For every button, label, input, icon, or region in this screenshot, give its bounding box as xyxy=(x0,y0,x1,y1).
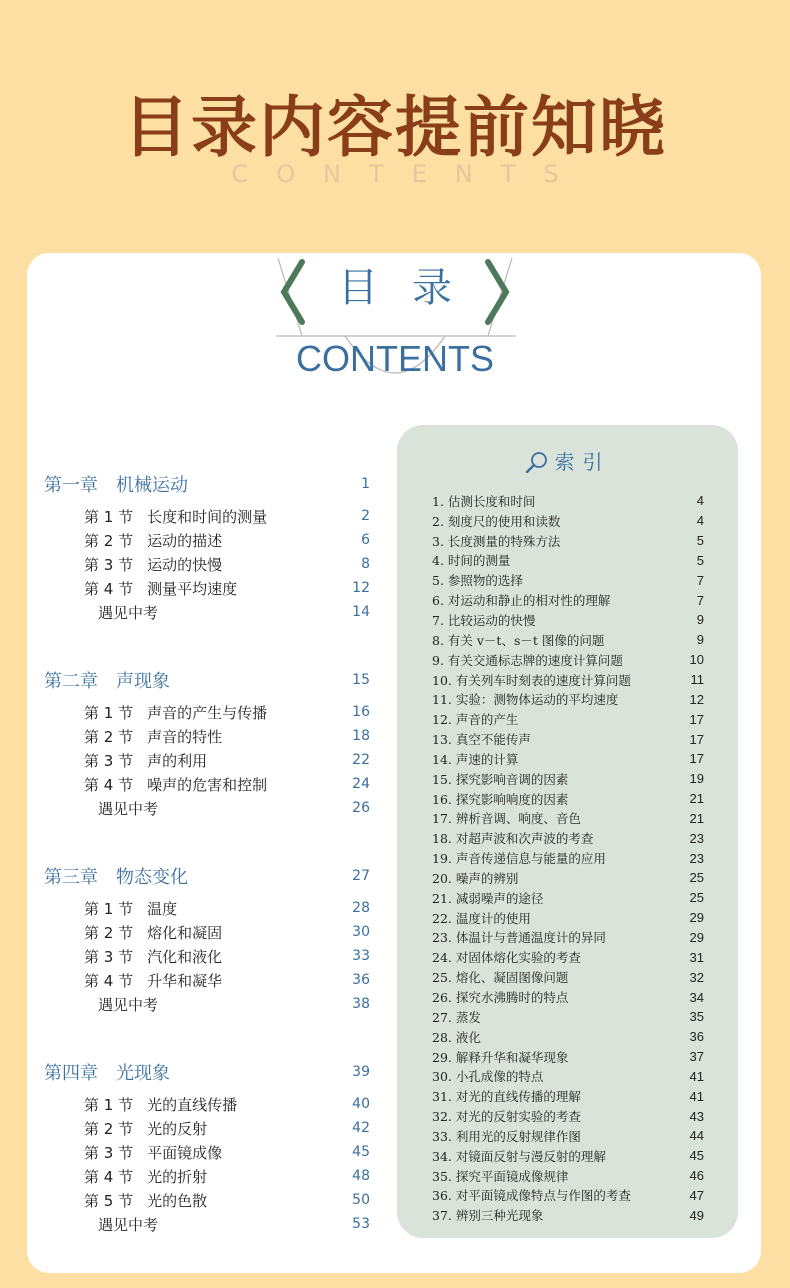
index-item-page: 29 xyxy=(689,929,704,945)
index-item[interactable] xyxy=(432,947,704,967)
section-page: 42 xyxy=(352,1120,370,1136)
section-number: 第 3 节 xyxy=(84,947,134,966)
section-number: 第 1 节 xyxy=(84,899,134,918)
index-item-label: 37. 辨别三种光现象 xyxy=(432,1208,544,1224)
index-item-label: 7. 比较运动的快慢 xyxy=(432,612,536,628)
section-title: 遇见中考 xyxy=(98,799,159,818)
chapter-page: 15 xyxy=(352,672,370,688)
section-title: 长度和时间的测量 xyxy=(147,507,268,526)
index-item-page: 5 xyxy=(696,533,704,549)
section-page: 33 xyxy=(352,948,370,964)
index-item-page: 36 xyxy=(689,1029,704,1045)
section-page: 28 xyxy=(352,900,370,916)
section-page: 36 xyxy=(352,972,370,988)
section-title: 熔化和凝固 xyxy=(147,923,223,942)
index-item-label: 33. 利用光的反射规律作图 xyxy=(432,1128,581,1144)
section-title: 声的利用 xyxy=(147,751,208,770)
index-item-page: 4 xyxy=(696,493,704,509)
index-item[interactable] xyxy=(432,1066,704,1086)
chapter-title: 第二章 声现象 xyxy=(44,671,170,692)
section-title: 光的直线传播 xyxy=(147,1095,238,1114)
index-item-page: 10 xyxy=(689,652,704,668)
section-page: 18 xyxy=(352,728,370,744)
index-item-page: 7 xyxy=(696,572,704,588)
index-item[interactable] xyxy=(432,491,704,511)
index-item-page: 45 xyxy=(689,1148,704,1164)
section-page: 12 xyxy=(352,580,370,596)
chapter-row[interactable] xyxy=(44,666,374,694)
section-row[interactable] xyxy=(44,1092,374,1116)
section-title: 声音的特性 xyxy=(147,727,223,746)
index-item-page: 11 xyxy=(690,672,704,688)
section-number: 第 5 节 xyxy=(84,1191,134,1210)
section-number: 第 1 节 xyxy=(84,507,134,526)
section-row[interactable] xyxy=(44,896,374,920)
section-row[interactable] xyxy=(44,552,374,576)
index-item-label: 31. 对光的直线传播的理解 xyxy=(432,1089,581,1105)
index-item-page: 49 xyxy=(689,1207,704,1223)
section-page: 6 xyxy=(361,532,370,548)
index-item-label: 1. 估测长度和时间 xyxy=(432,493,536,509)
index-item[interactable] xyxy=(432,1126,704,1146)
section-page: 48 xyxy=(352,1168,370,1184)
section-row[interactable] xyxy=(44,1140,374,1164)
index-item-label: 17. 辨析音调、响度、音色 xyxy=(432,811,581,827)
section-row[interactable] xyxy=(44,600,374,624)
index-item-label: 8. 有关 v－t、s－t 图像的问题 xyxy=(432,632,605,648)
index-item-label: 23. 体温计与普通温度计的异同 xyxy=(432,930,606,946)
section-number: 第 2 节 xyxy=(84,531,134,550)
index-item-label: 27. 蒸发 xyxy=(432,1009,481,1025)
index-item[interactable] xyxy=(432,749,704,769)
section-title: 遇见中考 xyxy=(98,1215,159,1234)
section-number: 第 4 节 xyxy=(84,971,134,990)
index-item[interactable] xyxy=(432,709,704,729)
index-item-label: 26. 探究水沸腾时的特点 xyxy=(432,990,569,1006)
index-item[interactable] xyxy=(432,650,704,670)
index-item-page: 46 xyxy=(689,1168,704,1184)
chapter-row[interactable] xyxy=(44,862,374,890)
chapter-title: 第四章 光现象 xyxy=(44,1063,170,1084)
section-title: 测量平均速度 xyxy=(147,579,238,598)
index-item[interactable] xyxy=(432,610,704,630)
index-item[interactable] xyxy=(432,769,704,789)
index-item[interactable] xyxy=(432,570,704,590)
index-item-page: 44 xyxy=(689,1128,704,1144)
section-number: 第 3 节 xyxy=(84,555,134,574)
section-title: 声音的产生与传播 xyxy=(147,703,268,722)
index-item[interactable] xyxy=(432,511,704,531)
chapter-row[interactable] xyxy=(44,1058,374,1086)
index-item-label: 35. 探究平面镜成像规律 xyxy=(432,1168,569,1184)
index-item-label: 3. 长度测量的特殊方法 xyxy=(432,533,561,549)
index-item-page: 41 xyxy=(689,1068,704,1084)
section-title: 温度 xyxy=(147,899,178,918)
index-item[interactable] xyxy=(432,1047,704,1067)
section-number: 第 4 节 xyxy=(84,579,134,598)
index-item-page: 23 xyxy=(689,850,704,866)
index-item-label: 16. 探究影响响度的因素 xyxy=(432,791,569,807)
magnifier-icon xyxy=(525,451,551,473)
index-item-page: 34 xyxy=(689,989,704,1005)
index-item-page: 12 xyxy=(689,691,704,707)
index-item-label: 13. 真空不能传声 xyxy=(432,732,531,748)
section-number: 第 2 节 xyxy=(84,1119,134,1138)
index-item[interactable] xyxy=(432,828,704,848)
index-item[interactable] xyxy=(432,1106,704,1126)
section-number: 第 1 节 xyxy=(84,1095,134,1114)
index-item[interactable] xyxy=(432,729,704,749)
index-item[interactable] xyxy=(432,987,704,1007)
section-row[interactable] xyxy=(44,724,374,748)
page-header-subtitle: CONTENTS xyxy=(231,160,587,188)
index-item-label: 36. 对平面镜成像特点与作图的考查 xyxy=(432,1188,631,1204)
section-row[interactable] xyxy=(44,528,374,552)
index-item-page: 4 xyxy=(696,513,704,529)
chapter-block xyxy=(44,862,374,1016)
index-item[interactable] xyxy=(432,809,704,829)
index-item[interactable] xyxy=(432,1086,704,1106)
index-item-page: 37 xyxy=(689,1049,704,1065)
index-item-page: 17 xyxy=(689,751,704,767)
section-number: 第 1 节 xyxy=(84,703,134,722)
section-row[interactable] xyxy=(44,576,374,600)
index-item[interactable] xyxy=(432,888,704,908)
index-item[interactable] xyxy=(432,630,704,650)
section-title: 平面镜成像 xyxy=(147,1143,223,1162)
section-title: 汽化和液化 xyxy=(147,947,223,966)
section-row[interactable] xyxy=(44,968,374,992)
index-item-page: 25 xyxy=(689,870,704,886)
index-list xyxy=(432,491,704,1225)
index-item-label: 34. 对镜面反射与漫反射的理解 xyxy=(432,1148,606,1164)
section-title: 光的色散 xyxy=(147,1191,208,1210)
chapter-title: 第一章 机械运动 xyxy=(44,475,188,496)
index-item[interactable] xyxy=(432,868,704,888)
page-header-title: 目录内容提前知晓 xyxy=(123,89,667,166)
index-item-page: 41 xyxy=(689,1088,704,1104)
index-item[interactable] xyxy=(432,551,704,571)
index-item[interactable] xyxy=(432,848,704,868)
index-item-page: 25 xyxy=(689,890,704,906)
section-page: 53 xyxy=(352,1216,370,1232)
section-row[interactable] xyxy=(44,944,374,968)
index-item-page: 21 xyxy=(689,810,704,826)
index-item-label: 12. 声音的产生 xyxy=(432,712,519,728)
section-page: 22 xyxy=(352,752,370,768)
section-row[interactable] xyxy=(44,1164,374,1188)
index-item[interactable] xyxy=(432,1166,704,1186)
section-title: 噪声的危害和控制 xyxy=(147,775,268,794)
section-page: 26 xyxy=(352,800,370,816)
chapter-block xyxy=(44,1058,374,1236)
chapter-page: 27 xyxy=(352,868,370,884)
toc-contents-label: CONTENTS xyxy=(296,338,494,379)
index-item-label: 14. 声速的计算 xyxy=(432,751,519,767)
section-page: 30 xyxy=(352,924,370,940)
section-title: 遇见中考 xyxy=(98,603,159,622)
section-number: 第 3 节 xyxy=(84,751,134,770)
index-item[interactable] xyxy=(432,1186,704,1206)
section-number: 第 4 节 xyxy=(84,775,134,794)
toc-title: 目录 xyxy=(338,265,486,311)
index-item-label: 21. 减弱噪声的途径 xyxy=(432,890,544,906)
section-number: 第 2 节 xyxy=(84,727,134,746)
index-item-label: 9. 有关交通标志牌的速度计算问题 xyxy=(432,652,623,668)
index-item[interactable] xyxy=(432,670,704,690)
chapter-row[interactable] xyxy=(44,470,374,498)
section-row[interactable] xyxy=(44,796,374,820)
section-title: 运动的快慢 xyxy=(147,555,223,574)
index-item-label: 18. 对超声波和次声波的考查 xyxy=(432,831,594,847)
index-item-page: 47 xyxy=(689,1187,704,1203)
index-item-page: 5 xyxy=(696,552,704,568)
section-number: 第 3 节 xyxy=(84,1143,134,1162)
index-item[interactable] xyxy=(432,789,704,809)
section-page: 14 xyxy=(352,604,370,620)
index-item-label: 5. 参照物的选择 xyxy=(432,573,523,589)
index-title: 索引 xyxy=(554,450,611,474)
index-item-label: 19. 声音传递信息与能量的应用 xyxy=(432,851,606,867)
section-page: 38 xyxy=(352,996,370,1012)
index-item[interactable] xyxy=(432,908,704,928)
index-item[interactable] xyxy=(432,531,704,551)
index-item-label: 11. 实验：测物体运动的平均速度 xyxy=(432,692,619,708)
section-row[interactable] xyxy=(44,1116,374,1140)
section-row[interactable] xyxy=(44,748,374,772)
section-number: 第 2 节 xyxy=(84,923,134,942)
index-item-label: 32. 对光的反射实验的考查 xyxy=(432,1109,581,1125)
section-row[interactable] xyxy=(44,772,374,796)
index-item-page: 17 xyxy=(689,711,704,727)
index-item[interactable] xyxy=(432,1205,704,1225)
index-item-page: 35 xyxy=(689,1009,704,1025)
section-number: 第 4 节 xyxy=(84,1167,134,1186)
section-title: 遇见中考 xyxy=(98,995,159,1014)
chapter-page: 39 xyxy=(352,1064,370,1080)
index-item-page: 23 xyxy=(689,830,704,846)
index-item-label: 24. 对固体熔化实验的考查 xyxy=(432,950,581,966)
index-item[interactable] xyxy=(432,1146,704,1166)
index-item-page: 17 xyxy=(689,731,704,747)
section-row[interactable] xyxy=(44,920,374,944)
index-item-label: 30. 小孔成像的特点 xyxy=(432,1069,544,1085)
index-item[interactable] xyxy=(432,967,704,987)
index-header xyxy=(397,446,738,475)
section-page: 2 xyxy=(361,508,370,524)
index-item[interactable] xyxy=(432,1027,704,1047)
section-title: 升华和凝华 xyxy=(147,971,223,990)
index-item-label: 4. 时间的测量 xyxy=(432,553,511,569)
section-page: 8 xyxy=(361,556,370,572)
index-item[interactable] xyxy=(432,928,704,948)
index-item-label: 20. 噪声的辨别 xyxy=(432,870,519,886)
section-row[interactable] xyxy=(44,1188,374,1212)
index-item[interactable] xyxy=(432,590,704,610)
chapter-title: 第三章 物态变化 xyxy=(44,867,188,888)
section-page: 45 xyxy=(352,1144,370,1160)
section-row[interactable] xyxy=(44,992,374,1016)
section-page: 50 xyxy=(352,1192,370,1208)
index-item-page: 29 xyxy=(689,910,704,926)
section-title: 光的反射 xyxy=(147,1119,208,1138)
index-item-label: 15. 探究影响音调的因素 xyxy=(432,771,569,787)
chapter-page: 1 xyxy=(361,476,370,492)
index-item-page: 9 xyxy=(696,632,704,648)
index-item-page: 19 xyxy=(689,771,704,787)
index-item-page: 31 xyxy=(689,949,704,965)
index-item-page: 21 xyxy=(689,791,704,807)
section-page: 16 xyxy=(352,704,370,720)
index-item-label: 6. 对运动和静止的相对性的理解 xyxy=(432,593,611,609)
section-row[interactable] xyxy=(44,700,374,724)
section-page: 24 xyxy=(352,776,370,792)
index-item[interactable] xyxy=(432,689,704,709)
chapter-block xyxy=(44,470,374,624)
section-row[interactable] xyxy=(44,1212,374,1236)
index-item[interactable] xyxy=(432,1007,704,1027)
index-item-page: 43 xyxy=(689,1108,704,1124)
index-item-label: 28. 液化 xyxy=(432,1029,481,1045)
section-title: 光的折射 xyxy=(147,1167,208,1186)
chapter-block xyxy=(44,666,374,820)
index-item-page: 32 xyxy=(689,969,704,985)
index-item-label: 25. 熔化、凝固图像问题 xyxy=(432,970,569,986)
index-item-page: 7 xyxy=(696,592,704,608)
index-item-label: 29. 解释升华和凝华现象 xyxy=(432,1049,569,1065)
section-page: 40 xyxy=(352,1096,370,1112)
section-row[interactable] xyxy=(44,504,374,528)
index-item-label: 10. 有关列车时刻表的速度计算问题 xyxy=(432,672,631,688)
index-item-page: 9 xyxy=(696,612,704,628)
section-title: 运动的描述 xyxy=(147,531,223,550)
index-item-label: 2. 刻度尺的使用和读数 xyxy=(432,513,561,529)
index-item-label: 22. 温度计的使用 xyxy=(432,910,531,926)
